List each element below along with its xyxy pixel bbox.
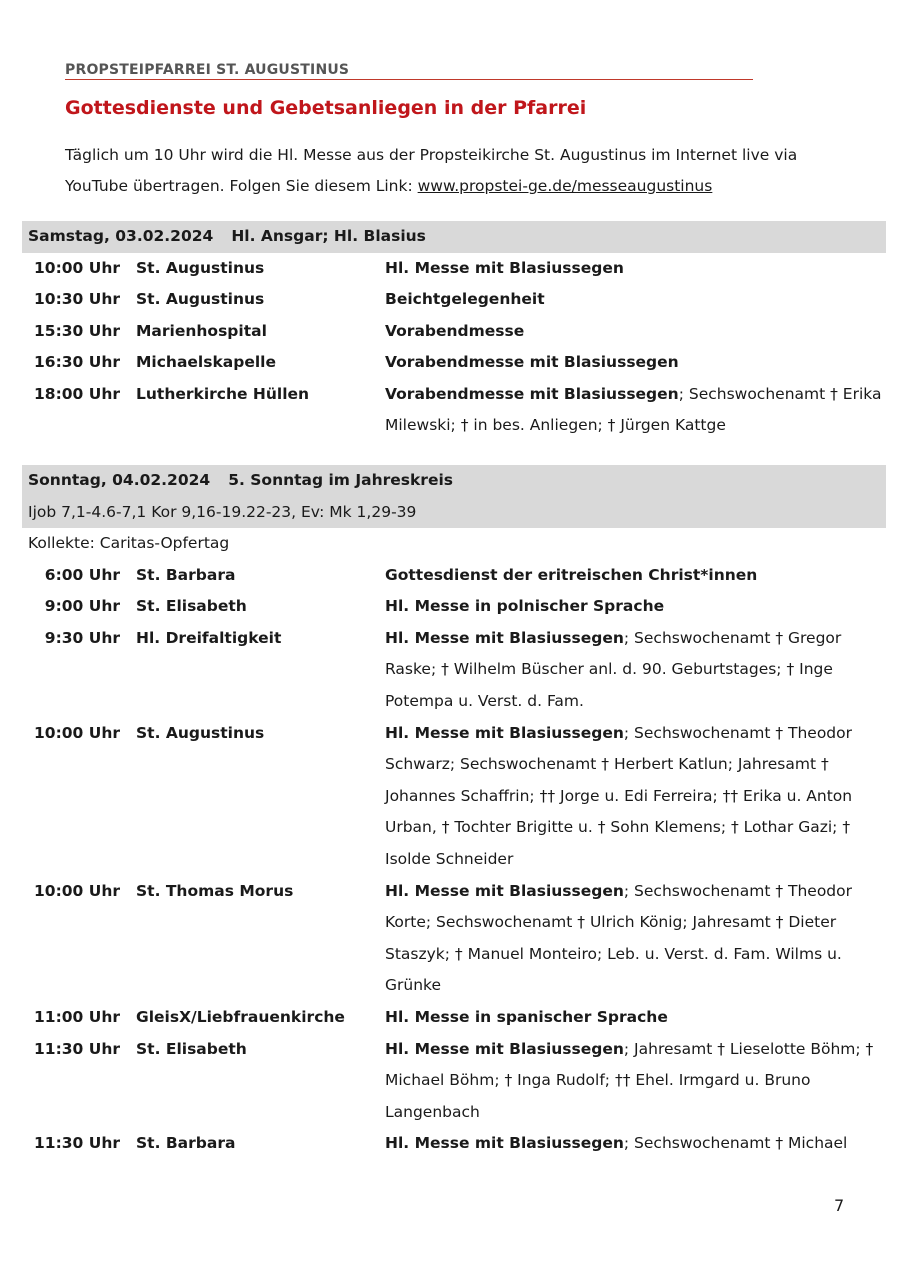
service-description bbox=[385, 560, 886, 592]
service-row bbox=[22, 347, 886, 379]
day-header bbox=[22, 221, 886, 253]
service-description bbox=[385, 718, 886, 876]
service-place: St. Augustinus bbox=[136, 290, 265, 309]
service-description bbox=[385, 623, 886, 718]
service-description bbox=[385, 347, 886, 379]
service-description bbox=[385, 591, 886, 623]
service-type: Beichtgelegenheit bbox=[385, 290, 545, 309]
service-place: St. Augustinus bbox=[136, 723, 265, 742]
page-title: Gottesdienste und Gebetsanliegen in der Pfarrei bbox=[65, 97, 587, 119]
service-type: Hl. Messe mit Blasiussegen bbox=[385, 258, 624, 277]
service-type: Hl. Messe in spanischer Sprache bbox=[385, 1007, 668, 1026]
service-place: St. Elisabeth bbox=[136, 597, 247, 616]
parish-name: PROPSTEIPFARREI ST. AUGUSTINUS bbox=[65, 62, 753, 80]
day-date: Sonntag, 04.02.2024 bbox=[28, 471, 211, 489]
service-note: ; Jahresamt † Lieselotte Böhm; † Michael Böhm; † Inga Rudolf; †† Ehel. Irmgard u. Bruno Langenbach bbox=[385, 1039, 874, 1121]
service-place: Lutherkirche Hüllen bbox=[136, 384, 310, 403]
service-time: 9:30 Uhr bbox=[44, 628, 120, 647]
service-type: Vorabendmesse mit Blasiussegen bbox=[385, 353, 679, 372]
service-row bbox=[22, 560, 886, 592]
service-type: Hl. Messe mit Blasiussegen bbox=[385, 723, 624, 742]
service-type: Hl. Messe mit Blasiussegen bbox=[385, 1134, 624, 1153]
page-number: 7 bbox=[834, 1196, 845, 1215]
service-note: ; Sechswochenamt † Michael bbox=[623, 1134, 848, 1153]
service-time: 18:00 Uhr bbox=[34, 384, 120, 403]
service-place: Michaelskapelle bbox=[136, 353, 276, 372]
service-row bbox=[22, 623, 886, 718]
service-place: St. Augustinus bbox=[136, 258, 265, 277]
service-description bbox=[385, 876, 886, 1002]
service-note: ; Sechswochenamt † Theodor Korte; Sechswochenamt † Ulrich König; Jahresamt † Dieter Staszyk; † Manuel Monteiro; Leb. u. Verst. d. Fam. Wilms u. Grünke bbox=[385, 881, 853, 995]
service-place: Hl. Dreifaltigkeit bbox=[136, 628, 282, 647]
service-description bbox=[385, 284, 886, 316]
service-place: St. Barbara bbox=[136, 565, 236, 584]
service-note: ; Sechswochenamt † Theodor Schwarz; Sechswochenamt † Herbert Katlun; Jahresamt † Johannes Schaffrin; †† Jorge u. Edi Ferreira; †† Erika u. Anton Urban, † Tochter Brigitte u. † Sohn Klemens; † Lothar Gazi; † Isolde Schneider bbox=[385, 723, 853, 868]
service-type: Gottesdienst der eritreischen Christ*innen bbox=[385, 565, 758, 584]
service-time: 11:30 Uhr bbox=[34, 1134, 120, 1153]
service-type: Vorabendmesse mit Blasiussegen bbox=[385, 384, 679, 403]
service-time: 9:00 Uhr bbox=[44, 597, 120, 616]
service-place: St. Thomas Morus bbox=[136, 881, 294, 900]
service-row bbox=[22, 316, 886, 348]
service-row bbox=[22, 253, 886, 285]
livestream-link[interactable]: www.propstei-ge.de/messeaugustinus bbox=[417, 177, 713, 195]
day-block-saturday bbox=[22, 221, 886, 442]
service-place: GleisX/Liebfrauenkirche bbox=[136, 1007, 345, 1026]
service-row bbox=[22, 1002, 886, 1034]
service-row bbox=[22, 718, 886, 876]
service-description bbox=[385, 1128, 886, 1160]
service-type: Hl. Messe mit Blasiussegen bbox=[385, 1039, 624, 1058]
service-time: 11:30 Uhr bbox=[34, 1039, 120, 1058]
kollekte: Kollekte: Caritas-Opfertag bbox=[28, 534, 230, 552]
service-time: 16:30 Uhr bbox=[34, 353, 120, 372]
service-place: St. Barbara bbox=[136, 1134, 236, 1153]
service-type: Hl. Messe mit Blasiussegen bbox=[385, 628, 624, 647]
service-description bbox=[385, 1002, 886, 1034]
service-row bbox=[22, 379, 886, 442]
service-place: Marienhospital bbox=[136, 321, 267, 340]
service-type: Hl. Messe in polnischer Sprache bbox=[385, 597, 665, 616]
day-feast: Hl. Ansgar; Hl. Blasius bbox=[231, 227, 426, 245]
service-time: 10:00 Uhr bbox=[34, 258, 120, 277]
service-time: 10:30 Uhr bbox=[34, 290, 120, 309]
service-time: 15:30 Uhr bbox=[34, 321, 120, 340]
service-type: Hl. Messe mit Blasiussegen bbox=[385, 881, 624, 900]
service-row bbox=[22, 1034, 886, 1129]
service-type: Vorabendmesse bbox=[385, 321, 525, 340]
service-description bbox=[385, 253, 886, 285]
service-row bbox=[22, 876, 886, 1002]
service-time: 6:00 Uhr bbox=[44, 565, 120, 584]
service-description bbox=[385, 379, 886, 442]
service-time: 11:00 Uhr bbox=[34, 1007, 120, 1026]
day-feast: 5. Sonntag im Jahreskreis bbox=[228, 471, 454, 489]
service-description bbox=[385, 1034, 886, 1129]
service-place: St. Elisabeth bbox=[136, 1039, 247, 1058]
service-row bbox=[22, 1128, 886, 1160]
intro-text bbox=[65, 140, 855, 202]
day-header bbox=[22, 465, 886, 497]
service-note: ; Sechswochenamt † Gregor Raske; † Wilhelm Büscher anl. d. 90. Geburtstages; † Inge Potempa u. Verst. d. Fam. bbox=[385, 628, 842, 710]
service-row bbox=[22, 284, 886, 316]
day-readings: Ijob 7,1-4.6-7,1 Kor 9,16-19.22-23, Ev: Mk 1,29-39 bbox=[22, 497, 886, 529]
service-time: 10:00 Uhr bbox=[34, 881, 120, 900]
day-date: Samstag, 03.02.2024 bbox=[28, 227, 214, 245]
service-time: 10:00 Uhr bbox=[34, 723, 120, 742]
intro-sentence: Täglich um 10 Uhr wird die Hl. Messe aus der Propsteikirche St. Augustinus im Internet live via YouTube übertragen. Folgen Sie diesem Link: bbox=[65, 146, 798, 195]
day-block-sunday bbox=[22, 465, 886, 1160]
service-description bbox=[385, 316, 886, 348]
service-row bbox=[22, 591, 886, 623]
service-note: ; Sechswochenamt † Erika Milewski; † in bes. Anliegen; † Jürgen Kattge bbox=[385, 384, 882, 435]
